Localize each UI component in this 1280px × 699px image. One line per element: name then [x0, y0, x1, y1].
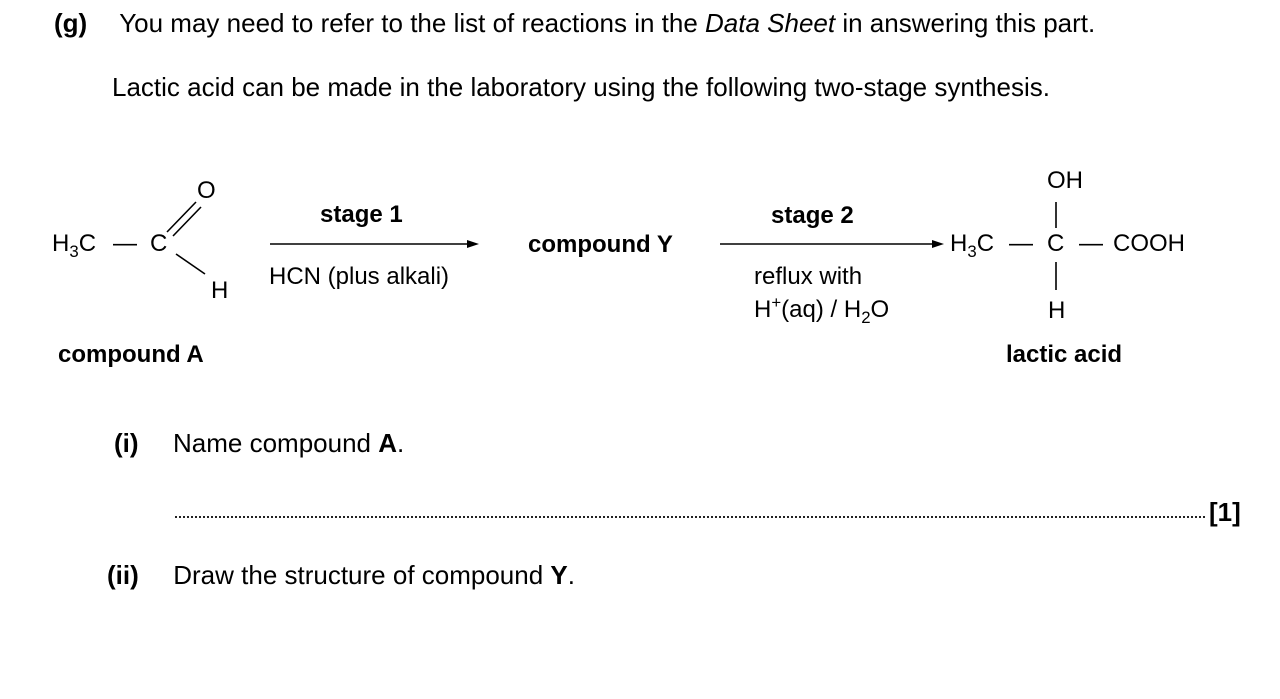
- question-g-label: (g): [54, 8, 88, 38]
- compound-a-carbon: C: [150, 230, 168, 257]
- lactic-cooh: COOH: [1113, 230, 1185, 257]
- intro-text: Lactic acid can be made in the laboratory using the following two-stage synthesis.: [112, 72, 1050, 102]
- stage1-reagent: HCN (plus alkali): [269, 263, 450, 290]
- data-sheet-italic: Data Sheet: [705, 8, 836, 38]
- lactic-carbon: C: [1047, 230, 1065, 257]
- compound-a-bond: —: [113, 230, 137, 257]
- compound-y-label: compound Y: [528, 231, 673, 258]
- question-i-bold: A: [378, 428, 398, 458]
- question-ii-line: (ii) Draw the structure of compound Y.: [107, 560, 575, 590]
- question-g-text-before: You may need to refer to the list of reactions in the: [119, 8, 706, 38]
- ch-bond: [176, 254, 205, 274]
- stage2-arrow-head: [932, 240, 944, 248]
- question-i-line: (i) Name compound A.: [114, 428, 405, 458]
- compound-a-oxygen: O: [197, 177, 216, 204]
- compound-a-label: compound A: [58, 341, 204, 368]
- lactic-bond-1: —: [1009, 230, 1033, 257]
- answer-line-i[interactable]: [175, 516, 1205, 518]
- stage2-line2: $H^+(aq) / H_2O$: [754, 292, 890, 327]
- question-g-text-after: in answering this part.: [835, 8, 1096, 38]
- lactic-h: H: [1048, 297, 1066, 324]
- lactic-acid-label: lactic acid: [1006, 341, 1123, 368]
- stage1-arrow-head: [467, 240, 479, 248]
- question-i-label: (i): [114, 428, 139, 458]
- marks-i: [1]: [1209, 497, 1241, 527]
- lactic-oh: OH: [1047, 167, 1083, 194]
- question-ii-bold: Y: [550, 560, 568, 590]
- question-ii-label: (ii): [107, 560, 139, 590]
- question-i-text: Name compound: [173, 428, 379, 458]
- lactic-bond-2: —: [1079, 230, 1103, 257]
- stage2-line1: reflux with: [754, 263, 863, 290]
- stage1-title: stage 1: [320, 201, 403, 228]
- lactic-h3c: $H_3C$: [950, 230, 995, 261]
- compound-a-h3c: $H_3C$: [52, 230, 97, 261]
- compound-a-hydrogen: H: [211, 277, 229, 304]
- stage2-title: stage 2: [771, 202, 854, 229]
- question-ii-text: Draw the structure of compound: [173, 560, 551, 590]
